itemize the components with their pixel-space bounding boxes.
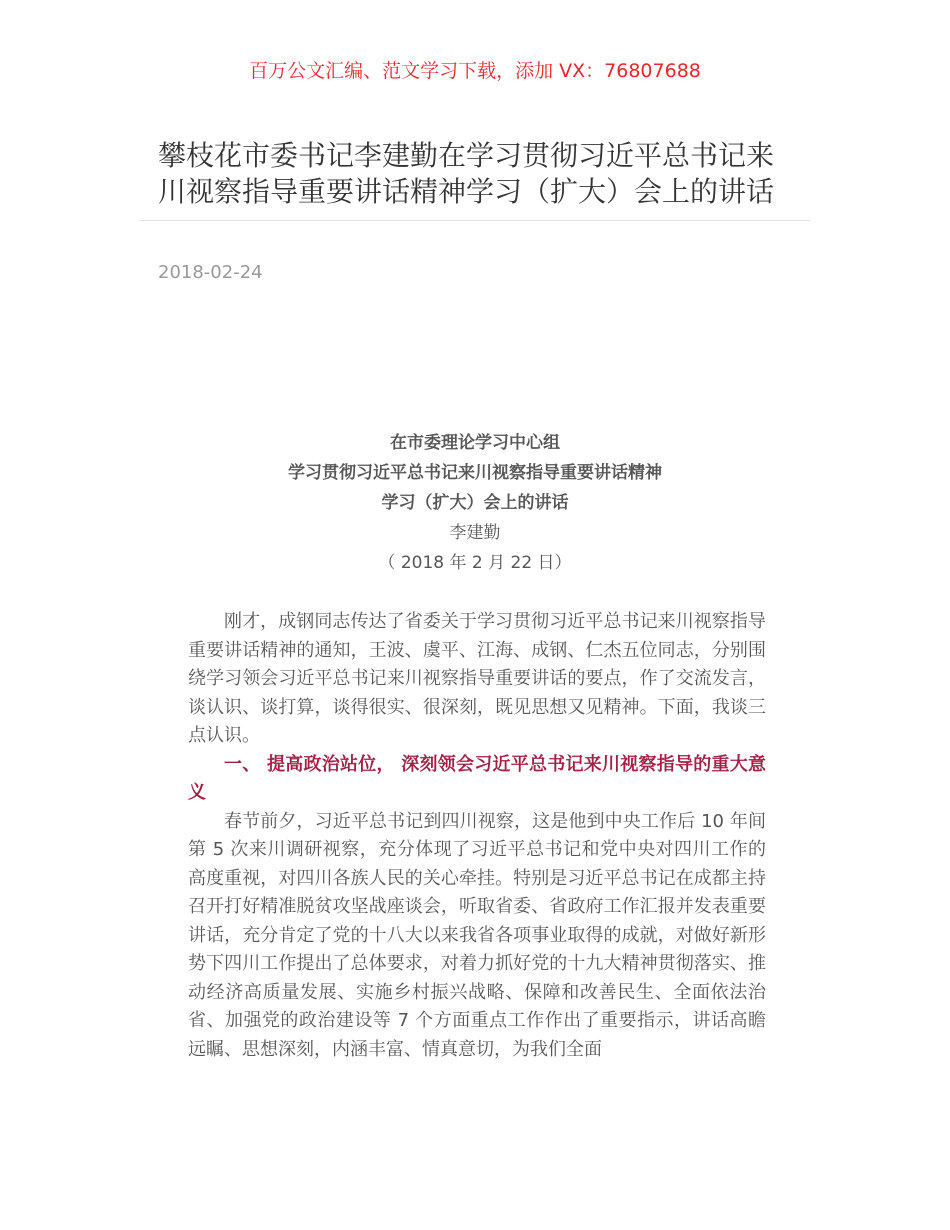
speech-heading-line1: 在市委理论学习中心组 [390, 433, 560, 453]
article-body [188, 608, 766, 1064]
publish-date: 2018-02-24 [158, 262, 263, 283]
speech-author: 李建勤 [449, 523, 501, 543]
paragraph-section-1: 春节前夕，习近平总书记到四川视察，这是他到中央工作后 10 年间第 5 次来川调研视察，充分体现了习近平总书记和党中央对四川工作的高度重视，对四川各族人民的关心牵挂。特别是习近平总书记在成都主持召开打好精准脱贫攻坚战座谈会，听取省委、省政府工作汇报并发表重要讲话，充分肯定了党的十八大以来我省各项事业取得的成就，对做好新形势下四川工作提出了总体要求，对着力抓好党的十九大精神贯彻落实、推动经济高质量发展、实施乡村振兴战略、保障和改善民生、全面依法治省、加强党的政治建设等 7 个方面重点工作作出了重要指示，讲话高瞻远瞩、思想深刻，内涵丰富、情真意切，为我们全面 [188, 810, 766, 1060]
promo-banner: 百万公文汇编、范文学习下载，添加 VX：76807688 [249, 60, 701, 82]
paragraph-intro: 刚才，成钢同志传达了省委关于学习贯彻习近平总书记来川视察指导重要讲话精神的通知，王波、虞平、江海、成钢、仁杰五位同志，分别围绕学习领会习近平总书记来川视察指导重要讲话的要点，作了交流发言，谈认识、谈打算，谈得很实、很深刻，既见思想又见精神。下面，我谈三点认识。 [188, 611, 766, 746]
speech-date: （ 2018 年 2 月 22 日） [378, 553, 572, 573]
article-title: 攀枝花市委书记李建勤在学习贯彻习近平总书记来川视察指导重要讲话精神学习（扩大）会上的讲话 [158, 139, 775, 208]
title-divider [140, 220, 810, 221]
section-heading-1: 一、 提高政治站位， 深刻领会习近平总书记来川视察指导的重大意义 [188, 753, 766, 803]
speech-heading-line3: 学习（扩大）会上的讲话 [381, 493, 569, 513]
speech-heading-line2: 学习贯彻习近平总书记来川视察指导重要讲话精神 [288, 463, 662, 483]
